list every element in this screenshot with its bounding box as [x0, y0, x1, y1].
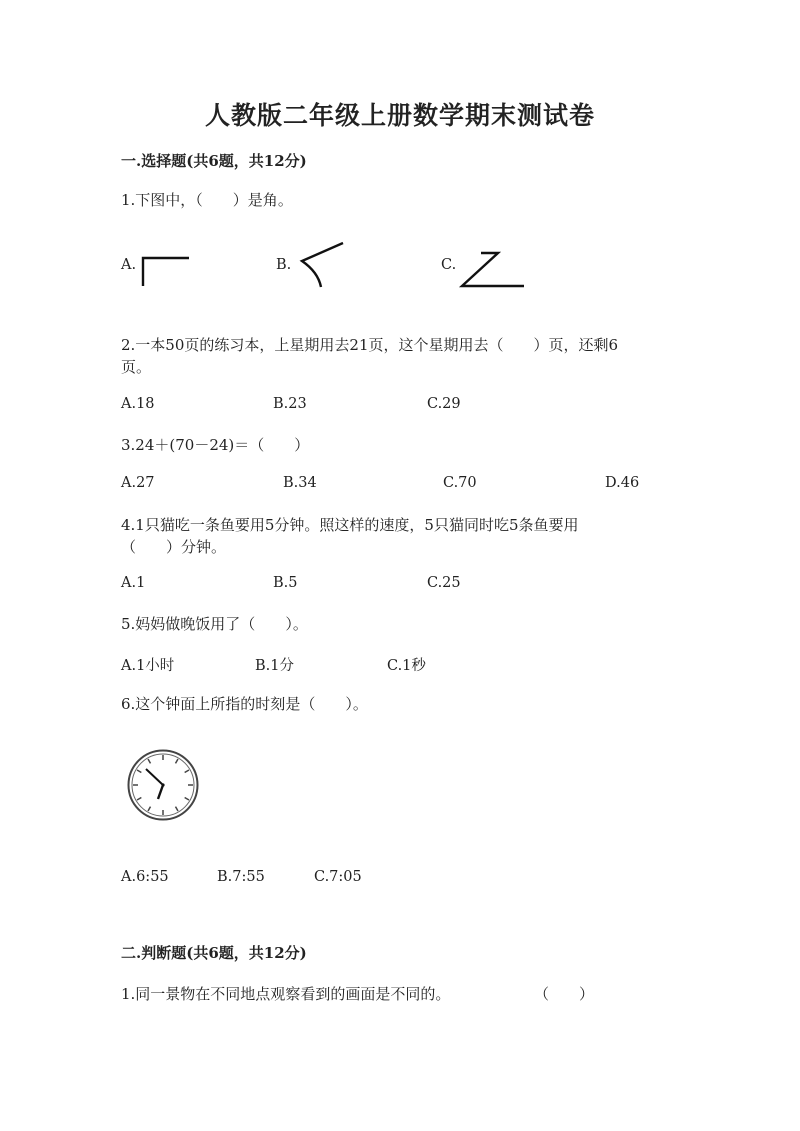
- page-title: 人教版二年级上册数学期末测试卷: [204, 101, 595, 130]
- question-2-line-1: 2.一本50页的练习本，上星期用去21页，这个星期用去（ ）页，还剩6: [121, 336, 619, 354]
- q5-option-c: C.1秒: [387, 658, 426, 674]
- q1-option-b: B.: [276, 257, 292, 273]
- question-4-line-2: （ ）分钟。: [121, 538, 227, 556]
- q3-option-b: B.34: [283, 475, 317, 491]
- clock-tick: [148, 807, 151, 811]
- q1-option-c: C.: [441, 257, 457, 273]
- figure-right-angle: [140, 254, 192, 288]
- clock-tick: [176, 807, 179, 811]
- section-heading-judgement: 二.判断题(共6题，共12分): [121, 944, 307, 962]
- clock-tick: [137, 798, 141, 801]
- question-6: 6.这个钟面上所指的时刻是（ ）。: [121, 695, 368, 713]
- q4-option-c: C.25: [427, 575, 461, 591]
- q6-option-a: A.6:55: [121, 869, 169, 885]
- q5-option-b: B.1分: [255, 658, 294, 674]
- judgement-question-1: 1.同一景物在不同地点观察看到的画面是不同的。: [121, 985, 451, 1003]
- q4-option-b: B.5: [273, 575, 298, 591]
- q6-option-b: B.7:55: [217, 869, 265, 885]
- section-heading-choice: 一.选择题(共6题，共12分): [121, 152, 307, 170]
- clock-tick: [185, 770, 189, 773]
- question-3: 3.24＋(70－24)＝（ ）: [121, 436, 310, 454]
- q6-option-c: C.7:05: [314, 869, 362, 885]
- question-4-line-1: 4.1只猫吃一条鱼要用5分钟。照这样的速度，5只猫同时吃5条鱼要用: [121, 516, 579, 534]
- question-1: 1.下图中，（ ）是角。: [121, 191, 293, 209]
- q3-option-a: A.27: [121, 475, 155, 491]
- clock-tick: [176, 759, 179, 763]
- question-2-line-2: 页。: [121, 358, 152, 376]
- judgement-answer-blank: （ ）: [534, 985, 595, 1003]
- q3-option-c: C.70: [443, 475, 477, 491]
- clock-tick: [185, 798, 189, 801]
- clock-tick: [137, 770, 141, 773]
- q2-option-b: B.23: [273, 396, 307, 412]
- figure-broken-line: [458, 250, 528, 290]
- q2-option-a: A.18: [121, 396, 155, 412]
- clock-tick: [148, 759, 151, 763]
- q5-option-a: A.1小时: [121, 658, 175, 674]
- q1-option-a: A.: [121, 257, 137, 273]
- clock-face-icon: [126, 748, 200, 822]
- q4-option-a: A.1: [121, 575, 146, 591]
- question-5: 5.妈妈做晚饭用了（ ）。: [121, 615, 308, 633]
- figure-curved-shape: [292, 240, 346, 290]
- q3-option-d: D.46: [605, 475, 640, 491]
- q2-option-c: C.29: [427, 396, 461, 412]
